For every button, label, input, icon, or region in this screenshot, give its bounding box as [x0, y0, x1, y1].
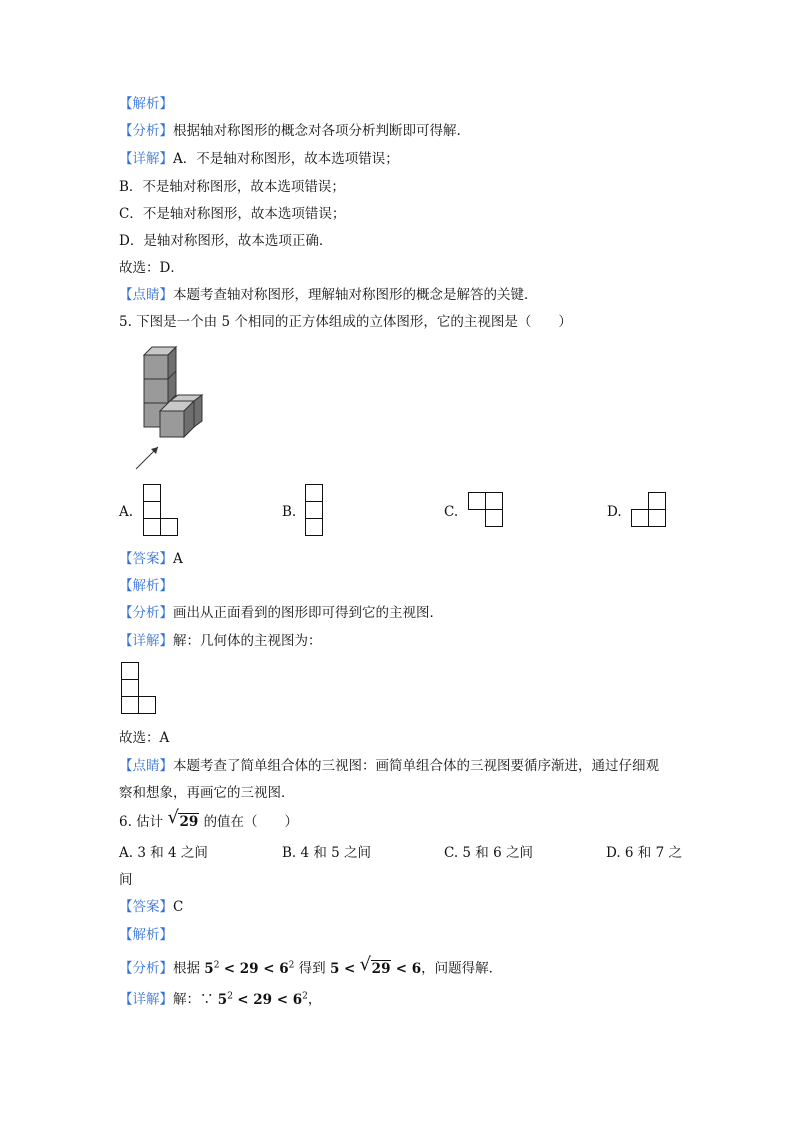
option-c: C. 5 和 6 之间: [444, 845, 533, 861]
option-a-figure: [143, 484, 179, 538]
answer-tag: 【答案】: [119, 551, 173, 567]
option-b-label: B.: [282, 504, 297, 520]
answer-tag: 【答案】: [119, 899, 173, 915]
question-5-stem: 5. 下图是一个由 5 个相同的正方体组成的立体图形，它的主视图是（ ）: [119, 314, 572, 330]
inequality-2: 5 < √ 29 < 6: [329, 953, 422, 977]
option-c-label: C.: [444, 504, 459, 520]
comment-line-2: 察和想象，再画它的三视图．: [119, 785, 295, 801]
option-d: D. 6 和 7 之: [606, 845, 682, 861]
comment-line: [119, 757, 659, 775]
analysis-text: 画出从正面看到的图形即可得到它的主视图．: [173, 605, 443, 621]
analysis-heading: 【解析】: [119, 578, 173, 594]
detail-line-b: B．不是轴对称图形，故本选项错误；: [119, 179, 345, 195]
detail-prefix: 解：: [173, 991, 200, 1008]
analysis-text: 根据轴对称图形的概念对各项分析判断即可得解.: [173, 123, 461, 139]
cube-solid-figure: [130, 345, 210, 475]
analysis-suffix: ，问题得解．: [421, 960, 503, 977]
analysis-tag: 【分析】: [119, 960, 173, 977]
option-d-wrap: 间: [119, 872, 133, 888]
detail-tag: 【详解】: [119, 633, 173, 649]
comment-tag: 【点睛】: [119, 758, 173, 774]
detail-tag: 【详解】: [119, 151, 173, 167]
analysis-line: [119, 953, 503, 978]
option-c-figure: [468, 492, 504, 530]
option-a: A. 3 和 4 之间: [119, 845, 208, 861]
analysis-tag: 【分析】: [119, 605, 173, 621]
option-b: B. 4 和 5 之间: [282, 845, 372, 861]
analysis-line: [119, 122, 461, 140]
analysis-line: [119, 604, 443, 622]
detail-line: [119, 632, 322, 650]
option-a-label: A.: [119, 504, 134, 520]
detail-suffix: ，: [307, 991, 322, 1008]
detail-text: 解：几何体的主视图为：: [173, 633, 322, 649]
detail-line-d: D．是轴对称图形，故本选项正确．: [119, 233, 333, 249]
option-d-label: D.: [607, 504, 622, 520]
answer-value: C: [173, 899, 184, 915]
detail-tag: 【详解】: [119, 991, 173, 1008]
answer-line: [119, 898, 183, 916]
inequality-1: $5^2 < 29 < 6^2$: [204, 960, 295, 977]
analysis-heading: 【解析】: [119, 927, 173, 943]
answer-value: A: [173, 551, 183, 567]
analysis-heading: 【解析】: [119, 96, 173, 112]
question-6-stem: [119, 807, 299, 831]
radical-sign: √: [167, 807, 179, 828]
choice-line: 故选：A: [119, 730, 170, 746]
answer-line: [119, 550, 183, 568]
comment-text: 本题考查了简单组合体的三视图：画简单组合体的三视图要循序渐进，通过仔细观: [173, 758, 659, 774]
analysis-tag: 【分析】: [119, 123, 173, 139]
detail-line-c: C．不是轴对称图形，故本选项错误；: [119, 206, 346, 222]
comment-line: [119, 286, 538, 304]
comment-tag: 【点睛】: [119, 287, 173, 303]
radicand: 29: [179, 814, 199, 830]
analysis-prefix: 根据: [173, 960, 200, 977]
stem-prefix: 6. 估计: [119, 814, 164, 830]
comment-text: 本题考查轴对称图形，理解轴对称图形的概念是解答的关键．: [173, 287, 538, 303]
sqrt-29: [167, 807, 199, 831]
option-b-figure: [305, 484, 325, 538]
detail-line: [119, 987, 321, 1009]
choice-line: 故选：D．: [119, 260, 184, 276]
detail-line: [119, 150, 399, 168]
inequality-3: $5^2 < 29 < 6^2$: [217, 991, 308, 1008]
front-view-figure: [121, 662, 159, 718]
stem-suffix: 的值在（ ）: [203, 814, 299, 830]
analysis-mid: 得到: [298, 960, 326, 977]
detail-text: A．不是轴对称图形，故本选项错误；: [173, 151, 399, 167]
option-d-figure: [631, 492, 667, 530]
because-symbol: ∵: [200, 991, 214, 1008]
